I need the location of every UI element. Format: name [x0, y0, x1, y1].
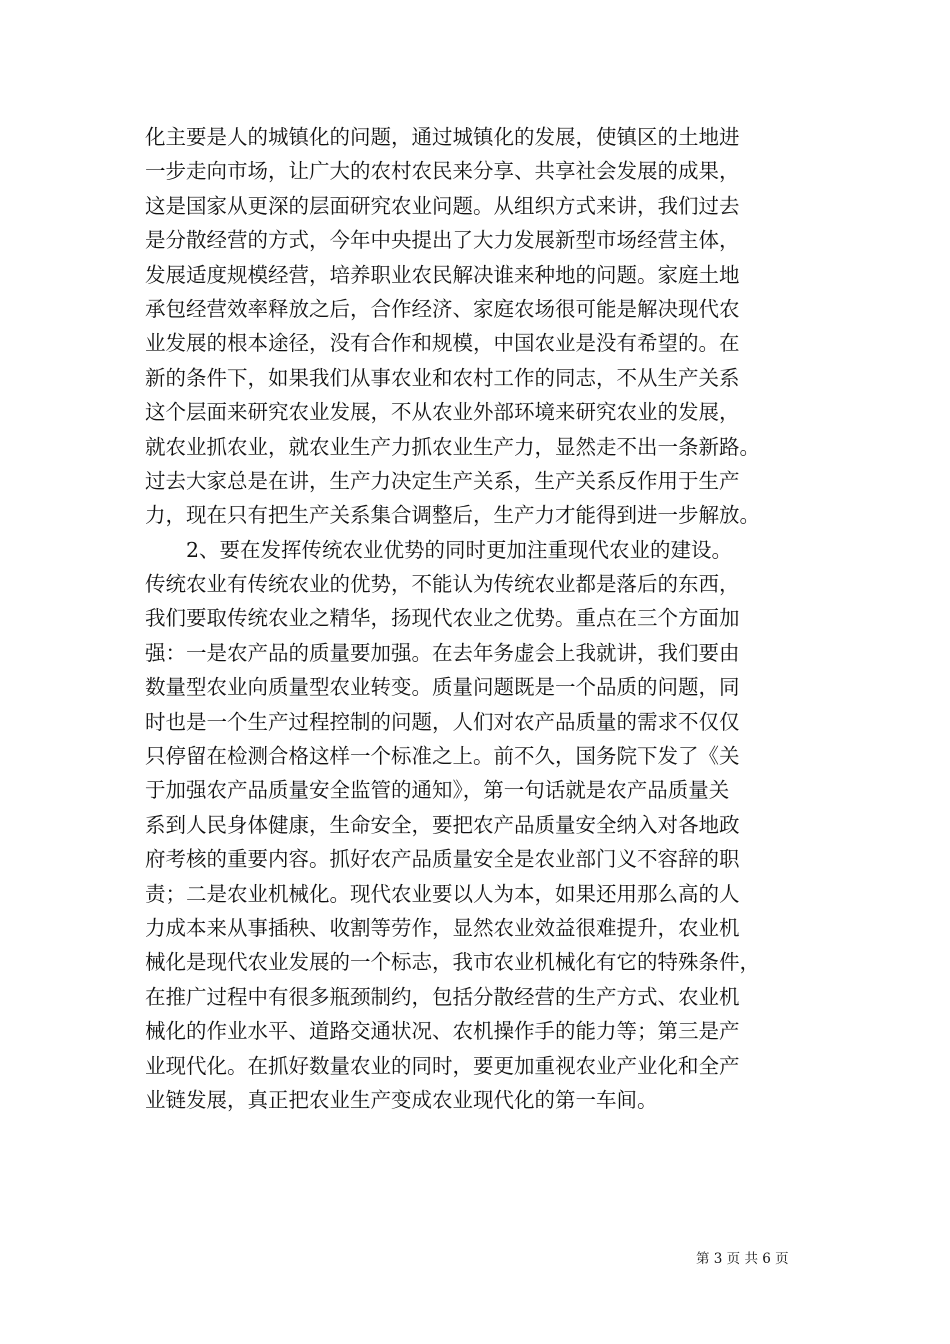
text-line: 业现代化。在抓好数量农业的同时，要更加重视农业产业化和全产	[145, 1053, 740, 1078]
text-line: 责；二是农业机械化。现代农业要以人为本，如果还用那么高的人	[145, 881, 740, 906]
text-line: 时也是一个生产过程控制的问题，人们对农产品质量的需求不仅仅	[145, 709, 740, 734]
text-line: 数量型农业向质量型农业转变。质量问题既是一个品质的问题，同	[145, 675, 740, 700]
text-line: 过去大家总是在讲，生产力决定生产关系，生产关系反作用于生产	[145, 468, 740, 493]
text-line: 就农业抓农业，就农业生产力抓农业生产力，显然走不出一条新路。	[145, 434, 760, 459]
text-line: 业链发展，真正把农业生产变成农业现代化的第一车间。	[145, 1087, 658, 1112]
text-line: 力成本来从事插秧、收割等劳作，显然农业效益很难提升，农业机	[145, 915, 740, 940]
text-line: 业发展的根本途径，没有合作和规模，中国农业是没有希望的。在	[145, 331, 740, 356]
text-line: 在推广过程中有很多瓶颈制约，包括分散经营的生产方式、农业机	[145, 984, 740, 1009]
text-line: 强：一是农产品的质量要加强。在去年务虚会上我就讲，我们要由	[145, 640, 740, 665]
text-line: 发展适度规模经营，培养职业农民解决谁来种地的问题。家庭土地	[145, 262, 740, 287]
page-number-footer: 第 3 页 共 6 页	[696, 1251, 789, 1267]
text-line: 这是国家从更深的层面研究农业问题。从组织方式来讲，我们过去	[145, 193, 740, 218]
text-line: 府考核的重要内容。抓好农产品质量安全是农业部门义不容辞的职	[145, 847, 740, 872]
text-line: 传统农业有传统农业的优势，不能认为传统农业都是落后的东西，	[145, 572, 740, 597]
text-line: 械化的作业水平、道路交通状况、农机操作手的能力等；第三是产	[145, 1019, 740, 1044]
text-line: 我们要取传统农业之精华，扬现代农业之优势。重点在三个方面加	[145, 606, 740, 631]
body-text	[145, 120, 815, 1117]
text-line: 新的条件下，如果我们从事农业和农村工作的同志，不从生产关系	[145, 365, 740, 390]
section-heading-line: 2、要在发挥传统农业优势的同时更加注重现代农业的建设。	[186, 537, 733, 562]
text-line: 系到人民身体健康，生命安全，要把农产品质量安全纳入对各地政	[145, 812, 740, 837]
text-line: 承包经营效率释放之后，合作经济、家庭农场很可能是解决现代农	[145, 296, 740, 321]
text-line: 只停留在检测合格这样一个标准之上。前不久，国务院下发了《关	[145, 744, 740, 769]
text-line: 力，现在只有把生产关系集合调整后，生产力才能得到进一步解放。	[145, 503, 760, 528]
text-line: 于加强农产品质量安全监管的通知》，第一句话就是农产品质量关	[145, 778, 730, 803]
text-line: 化主要是人的城镇化的问题，通过城镇化的发展，使镇区的土地进	[145, 125, 740, 149]
text-line: 械化是现代农业发展的一个标志，我市农业机械化有它的特殊条件，	[145, 950, 760, 975]
text-line: 是分散经营的方式，今年中央提出了大力发展新型市场经营主体，	[145, 228, 740, 253]
text-line: 这个层面来研究农业发展，不从农业外部环境来研究农业的发展，	[145, 400, 740, 425]
text-line: 一步走向市场，让广大的农村农民来分享、共享社会发展的成果，	[145, 159, 740, 184]
